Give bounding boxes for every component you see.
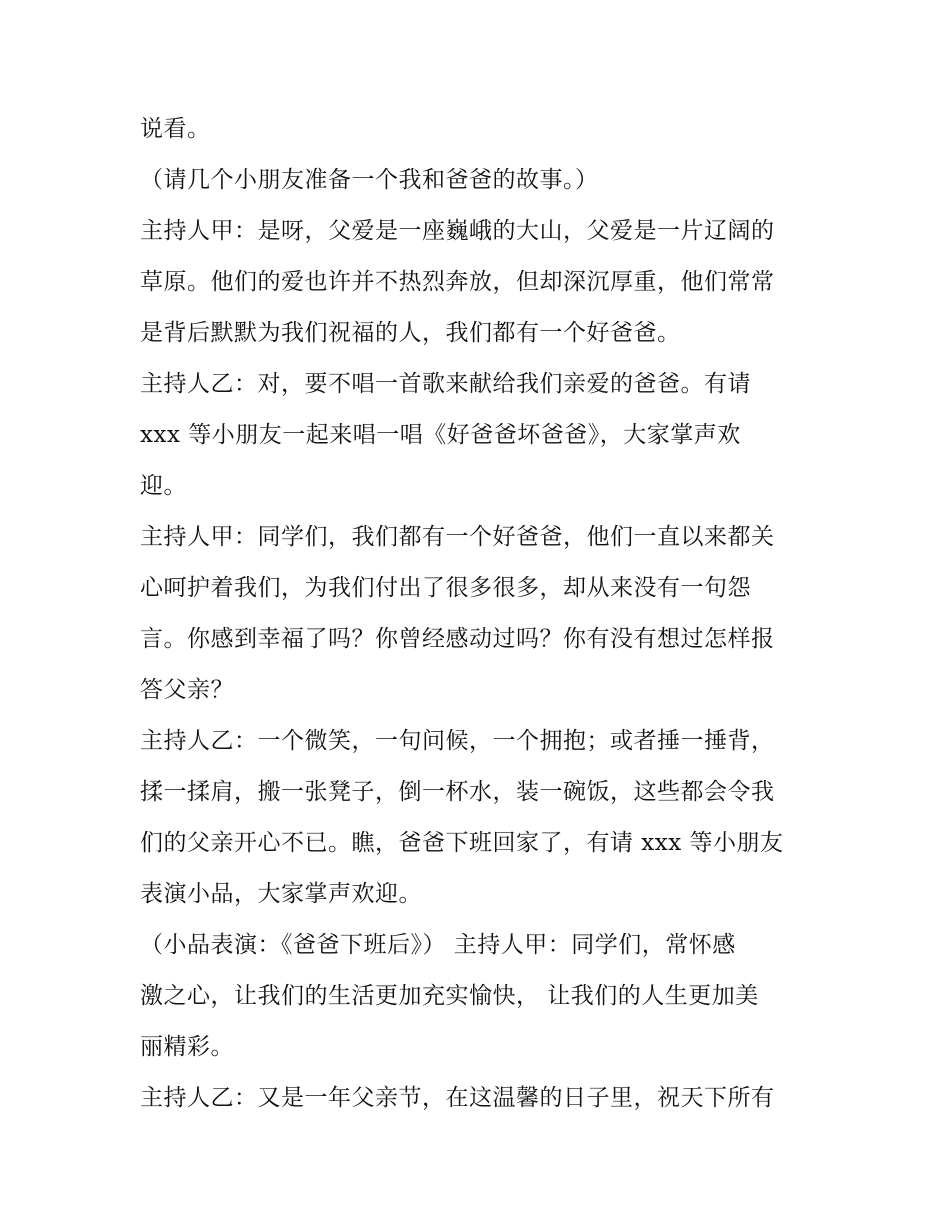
text-line: 主持人甲：同学们，我们都有一个好爸爸，他们一直以来都关 (140, 524, 775, 550)
text-line: 心呵护着我们，为我们付出了很多很多，却从来没有一句怨 (140, 575, 751, 601)
text-line: 主持人乙：一个微笑，一句问候，一个拥抱；或者捶一捶背， (140, 728, 775, 754)
text-line: 迎。 (140, 473, 187, 499)
text-line: 说看。 (140, 116, 211, 142)
text-line: 揉一揉肩，搬一张凳子，倒一杯水，装一碗饭，这些都会令我 (140, 779, 775, 805)
text-line: 主持人乙：对，要不唱一首歌来献给我们亲爱的爸爸。有请 (140, 371, 751, 397)
text-line: 答父亲？ (140, 677, 234, 703)
text-line: 是背后默默为我们祝福的人，我们都有一个好爸爸。 (140, 320, 681, 346)
text-line: 丽精彩。 (140, 1034, 234, 1060)
text-line: （请几个小朋友准备一个我和爸爸的故事。） (140, 167, 599, 193)
text-line: 主持人乙：又是一年父亲节，在这温馨的日子里，祝天下所有 (140, 1085, 775, 1111)
text-line: 表演小品，大家掌声欢迎。 (140, 881, 422, 907)
text-line: 主持人甲：是呀，父爱是一座巍峨的大山，父爱是一片辽阔的 (140, 218, 775, 244)
text-line: 激之心，让我们的生活更加充实愉快， 让我们的人生更加美 (140, 983, 759, 1009)
text-line: 们的父亲开心不已。瞧，爸爸下班回家了，有请 xxx 等小朋友 (140, 830, 784, 856)
text-line: （小品表演：《爸爸下班后》） 主持人甲：同学们，常怀感 (140, 932, 736, 958)
text-line: xxx 等小朋友一起来唱一唱《好爸爸坏爸爸》，大家掌声欢 (140, 422, 741, 448)
document-body (140, 104, 820, 1124)
text-line: 草原。他们的爱也许并不热烈奔放，但却深沉厚重，他们常常 (140, 269, 775, 295)
text-line: 言。你感到幸福了吗？你曾经感动过吗？你有没有想过怎样报 (140, 626, 775, 652)
